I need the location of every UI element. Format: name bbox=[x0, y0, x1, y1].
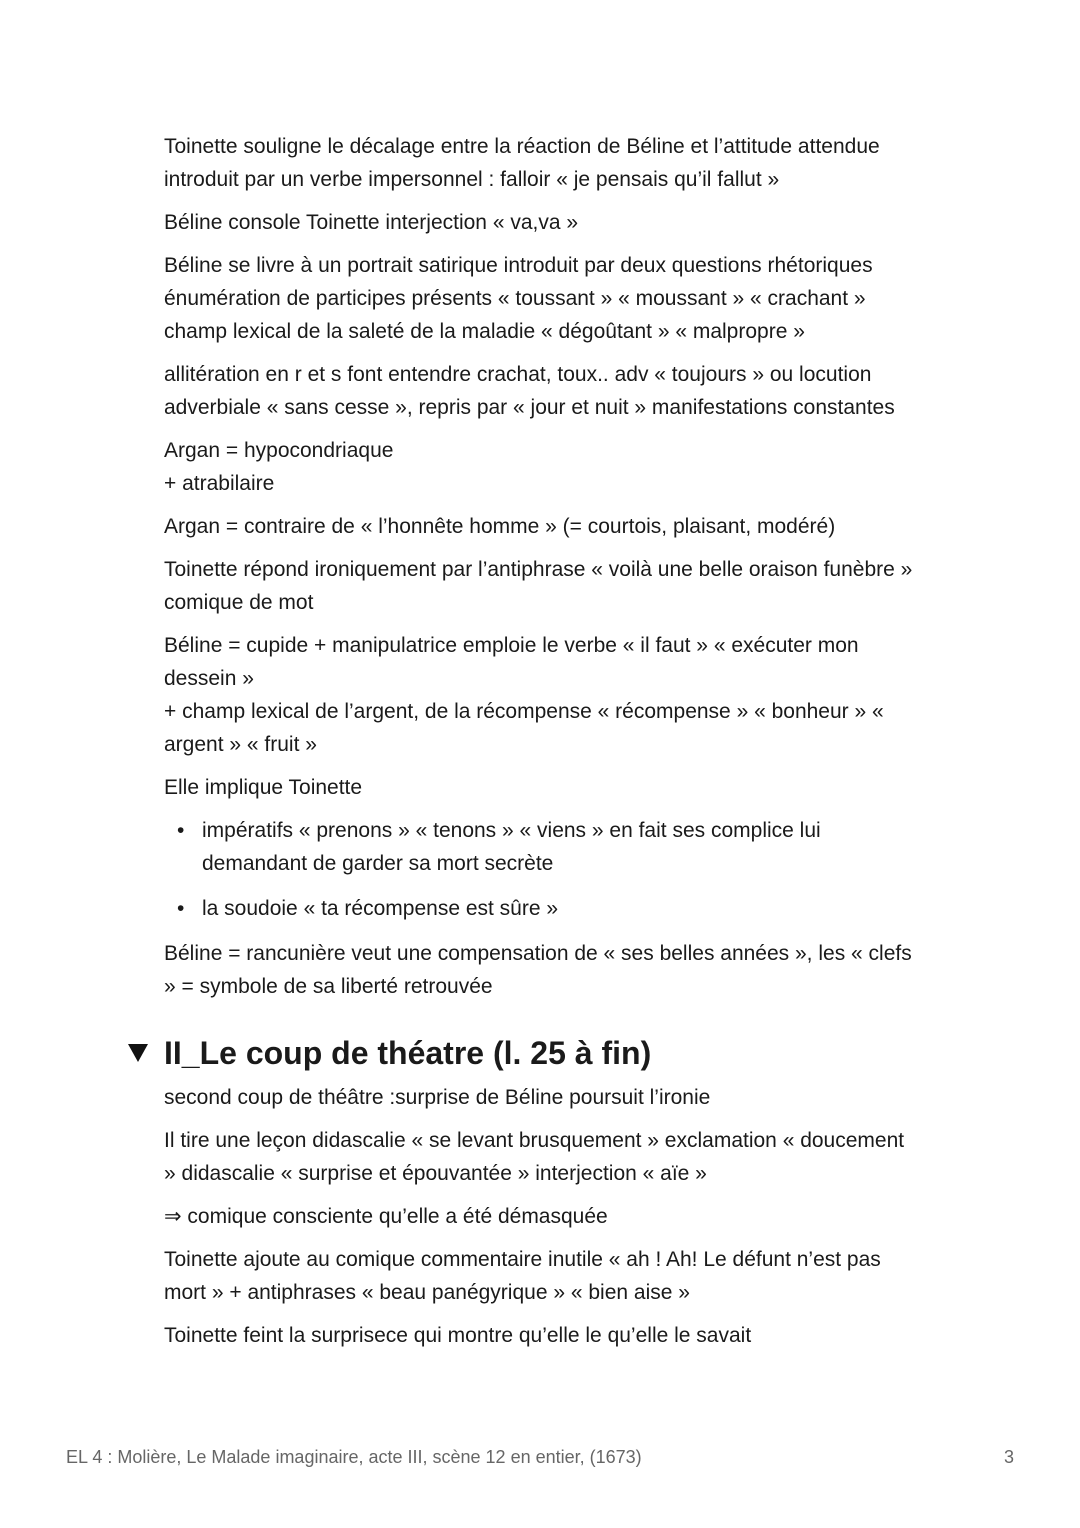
paragraph-line: champ lexical de la saleté de la maladie « dégoûtant » « malpropre » bbox=[164, 320, 805, 343]
paragraph-line: Toinette feint la surprisece qui montre qu’elle le qu’elle le savait bbox=[164, 1324, 752, 1347]
paragraph-line: + atrabilaire bbox=[164, 472, 275, 495]
bullet-icon: • bbox=[177, 897, 185, 920]
list-item bbox=[177, 814, 954, 880]
paragraph-line: comique de mot bbox=[164, 591, 314, 614]
paragraph bbox=[164, 1319, 954, 1352]
paragraph bbox=[164, 434, 954, 500]
paragraph-line: allitération en r et s font entendre crachat, toux.. adv « toujours » ou locution bbox=[164, 363, 872, 386]
paragraph-line: argent » « fruit » bbox=[164, 733, 317, 756]
list-item bbox=[177, 892, 954, 925]
paragraph bbox=[164, 130, 954, 196]
section-heading[interactable] bbox=[128, 1033, 954, 1073]
list-item-line: la soudoie « ta récompense est sûre » bbox=[202, 897, 559, 920]
bullet-list bbox=[164, 814, 954, 925]
paragraph bbox=[164, 771, 954, 804]
page-number: 3 bbox=[1003, 1447, 1014, 1467]
paragraph-line: introduit par un verbe impersonnel : falloir « je pensais qu’il fallut » bbox=[164, 168, 780, 191]
paragraph-line: ⇒ comique consciente qu’elle a été démasquée bbox=[164, 1205, 608, 1228]
notes-part-2 bbox=[164, 937, 954, 1003]
paragraph-line: Elle implique Toinette bbox=[164, 776, 363, 799]
paragraph bbox=[164, 1124, 954, 1190]
paragraph-line: second coup de théâtre :surprise de Béline poursuit l’ironie bbox=[164, 1086, 711, 1109]
paragraph bbox=[164, 358, 954, 424]
paragraph-line: Béline console Toinette interjection « va,va » bbox=[164, 211, 579, 234]
paragraph-line: énumération de participes présents « toussant » « moussant » « crachant » bbox=[164, 287, 866, 310]
paragraph-line: Béline se livre à un portrait satirique introduit par deux questions rhétoriques bbox=[164, 254, 873, 277]
paragraph-line: » didascalie « surprise et épouvantée » interjection « aïe » bbox=[164, 1162, 707, 1185]
paragraph-line: Béline = cupide + manipulatrice emploie le verbe « il faut » « exécuter mon bbox=[164, 634, 859, 657]
paragraph-line: mort » + antiphrases « beau panégyrique » « bien aise » bbox=[164, 1281, 690, 1304]
paragraph-line: Béline = rancunière veut une compensation de « ses belles années », les « clefs bbox=[164, 942, 912, 965]
paragraph-line: Toinette répond ironiquement par l’antiphrase « voilà une belle oraison funèbre » bbox=[164, 558, 913, 581]
paragraph-line: Argan = hypocondriaque bbox=[164, 439, 394, 462]
document-content bbox=[164, 130, 954, 1362]
list-item-line: impératifs « prenons » « tenons » « viens » en fait ses complice lui bbox=[202, 819, 821, 842]
notes-part-1 bbox=[164, 130, 954, 804]
paragraph bbox=[164, 249, 954, 348]
paragraph bbox=[164, 629, 954, 761]
notes-part-3 bbox=[164, 1081, 954, 1352]
list-item-line: demandant de garder sa mort secrète bbox=[202, 852, 554, 875]
paragraph bbox=[164, 937, 954, 1003]
paragraph bbox=[164, 510, 954, 543]
paragraph-line: Il tire une leçon didascalie « se levant brusquement » exclamation « doucement bbox=[164, 1129, 905, 1152]
collapse-triangle-icon[interactable] bbox=[128, 1044, 148, 1062]
footer-title: EL 4 : Molière, Le Malade imaginaire, acte III, scène 12 en entier, (1673) bbox=[66, 1447, 642, 1467]
paragraph-line: dessein » bbox=[164, 667, 254, 690]
paragraph-line: Toinette ajoute au comique commentaire inutile « ah ! Ah! Le défunt n’est pas bbox=[164, 1248, 881, 1271]
paragraph bbox=[164, 553, 954, 619]
paragraph bbox=[164, 1200, 954, 1233]
section-heading-text: II_Le coup de théatre (l. 25 à fin) bbox=[164, 1035, 652, 1071]
bullet-icon: • bbox=[177, 819, 185, 842]
paragraph bbox=[164, 206, 954, 239]
paragraph-line: » = symbole de sa liberté retrouvée bbox=[164, 975, 493, 998]
paragraph-line: adverbiale « sans cesse », repris par « jour et nuit » manifestations constantes bbox=[164, 396, 895, 419]
paragraph-line: Argan = contraire de « l’honnête homme » (= courtois, plaisant, modéré) bbox=[164, 515, 836, 538]
paragraph bbox=[164, 1081, 954, 1114]
paragraph-line: + champ lexical de l’argent, de la récompense « récompense » « bonheur » « bbox=[164, 700, 884, 723]
paragraph-line: Toinette souligne le décalage entre la réaction de Béline et l’attitude attendue bbox=[164, 135, 880, 158]
page-footer bbox=[66, 1447, 1014, 1468]
paragraph bbox=[164, 1243, 954, 1309]
